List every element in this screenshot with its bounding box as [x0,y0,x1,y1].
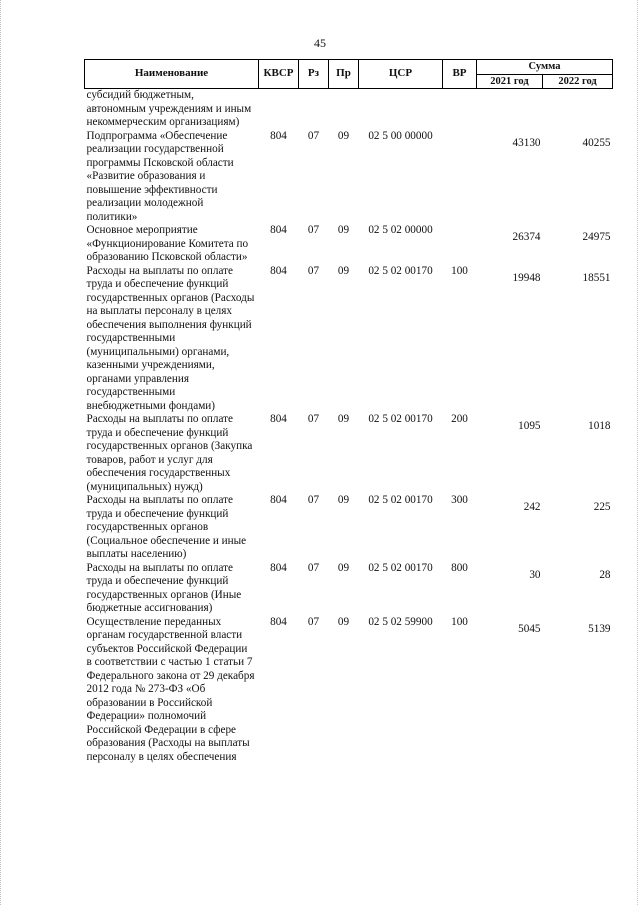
cell-vr: 100 [451,615,468,628]
cell-pr: 09 [337,264,350,277]
cell-2021: 19948 [512,271,541,284]
cell-2022: 40255 [582,136,611,149]
cell-name: Расходы на выплаты по оплате труда и обеспечение функций государственных органов (Расходы на выплаты персоналу в целях обеспечения выполнения функций государственными (муниципальными) органами, казенными учреждениями, органами управления государственными внебюджетными фондами) [86,264,255,412]
table-body [85,89,613,765]
cell-2021: 43130 [512,136,541,149]
cell-vr: 100 [451,264,468,277]
table-row [85,494,613,562]
table-row [85,562,613,616]
cell-rz: 07 [307,561,320,574]
cell-vr [443,224,477,265]
cell-csr: 02 5 00 00000 [368,129,433,142]
cell-name: Осуществление переданных органам государственной власти субъектов Российской Федерации в соответствии с частью 1 статьи 7 Федерального закона от 29 декабря 2012 года № 273-ФЗ «Об образовании в Российской Федерации» полномочий Российской Федерации в сфере образования (Расходы на выплаты персоналу в целях обеспечения [86,615,255,763]
cell-kvsr [259,89,299,130]
table-row [85,413,613,494]
cell-2022: 5139 [588,622,611,635]
cell-2022 [543,89,613,130]
cell-2021: 26374 [512,231,541,243]
page-number: 45 [314,36,326,50]
cell-pr: 09 [337,494,350,506]
header-kvsr: КВСР [259,60,299,89]
cell-pr: 09 [337,129,350,142]
cell-csr: 02 5 02 00170 [368,413,433,425]
cell-rz: 07 [307,224,320,236]
table-row [85,130,613,225]
cell-kvsr: 804 [270,129,287,142]
header-year-2021: 2021 год [477,74,543,89]
cell-pr: 09 [337,561,350,574]
cell-kvsr: 804 [270,413,287,425]
header-year-2022: 2022 год [543,74,613,89]
cell-vr: 800 [451,561,468,574]
cell-csr: 02 5 02 00170 [368,561,433,574]
cell-rz [299,89,329,130]
cell-name: Расходы на выплаты по оплате труда и обеспечение функций государственных органов (Иные бюджетные ассигнования) [86,561,242,614]
cell-2022: 225 [593,501,611,513]
table-header [85,60,613,89]
cell-csr: 02 5 02 00000 [368,224,433,236]
cell-rz: 07 [307,413,320,425]
cell-2021: 5045 [518,622,541,635]
cell-2022: 28 [599,568,611,581]
header-pr: Пр [329,60,359,89]
header-vr: ВР [443,60,477,89]
header-sum: Сумма [477,60,613,75]
scan-edge-left [0,0,3,905]
cell-name: субсидий бюджетным, автономным учреждениям и иным некоммерческим организациям) [86,89,252,128]
cell-csr [359,89,443,130]
cell-csr: 02 5 02 59900 [368,615,433,628]
cell-vr [443,130,477,225]
cell-csr: 02 5 02 00170 [368,494,433,506]
cell-kvsr: 804 [270,561,287,574]
table-row [85,616,613,765]
cell-vr [443,89,477,130]
cell-2021: 30 [529,568,541,581]
header-rz: Рз [299,60,329,89]
cell-rz: 07 [307,264,320,277]
cell-2022: 24975 [582,231,611,243]
cell-rz: 07 [307,494,320,506]
cell-2022: 1018 [588,420,611,432]
cell-name: Основное мероприятие «Функционирование Комитета по образованию Псковской области» [86,224,249,263]
cell-kvsr: 804 [270,615,287,628]
table-row [85,224,613,265]
cell-vr: 300 [451,494,468,506]
cell-kvsr: 804 [270,224,287,236]
cell-2022: 18551 [582,271,611,284]
cell-pr: 09 [337,615,350,628]
cell-pr: 09 [337,224,350,236]
cell-rz: 07 [307,615,320,628]
cell-csr: 02 5 02 00170 [368,264,433,277]
cell-pr [329,89,359,130]
cell-rz: 07 [307,129,320,142]
table-row [85,265,613,414]
header-name: Наименование [85,60,259,89]
cell-2021: 1095 [518,420,541,432]
cell-kvsr: 804 [270,494,287,506]
header-csr: ЦСР [359,60,443,89]
budget-table [84,59,613,764]
scan-edge-right [636,0,638,905]
cell-name: Расходы на выплаты по оплате труда и обеспечение функций государственных органов (Закупка товаров, работ и услуг для обеспечения государственных (муниципальных) нужд) [86,413,253,493]
cell-kvsr: 804 [270,264,287,277]
cell-name: Подпрограмма «Обеспечение реализации государственной программы Псковской области «Развитие образования и повышение эффективности реализации молодежной политики» [86,129,234,223]
cell-name: Расходы на выплаты по оплате труда и обеспечение функций государственных органов (Социальное обеспечение и иные выплаты населению) [86,494,247,560]
cell-vr: 200 [451,413,468,425]
cell-2021: 242 [523,501,541,513]
table-row [85,89,613,130]
cell-2021 [477,89,543,130]
cell-pr: 09 [337,413,350,425]
